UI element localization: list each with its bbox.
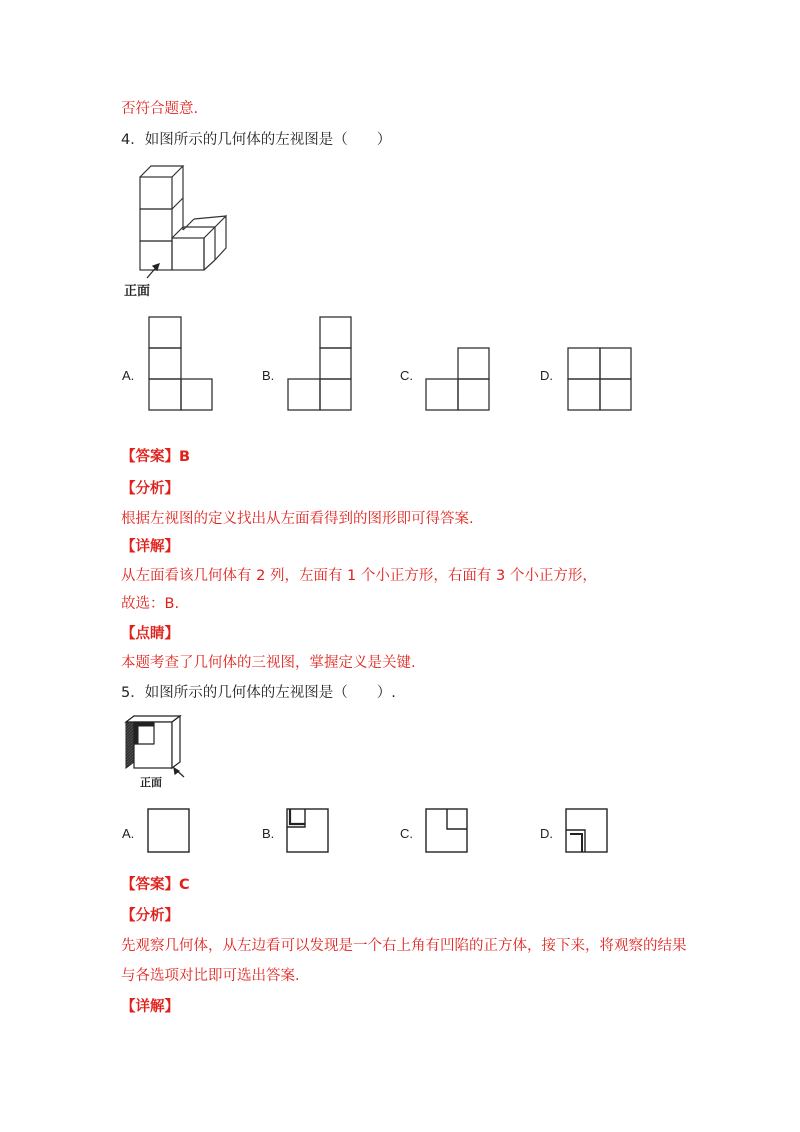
q4-option-b-figure — [287, 316, 353, 412]
q4-comment-heading: 【点睛】 — [121, 626, 179, 642]
q4-option-a-label: A. — [122, 368, 135, 383]
q5-answer-line: 【答案】C — [121, 877, 190, 893]
q5-analysis-text-2: 与各选项对比即可选出答案. — [121, 968, 300, 984]
q4-figure-caption: 正面 — [124, 284, 151, 299]
q4-option-a-figure — [148, 316, 214, 412]
question-4-text: 4．如图所示的几何体的左视图是（ ） — [121, 132, 392, 148]
q4-solid-figure — [135, 160, 235, 300]
intro-tail-text: 否符合题意. — [121, 101, 199, 117]
q4-analysis-text: 根据左视图的定义找出从左面看得到的图形即可得答案. — [121, 511, 474, 527]
q4-detail-text-2: 故选：B. — [121, 596, 180, 612]
question-5-text: 5．如图所示的几何体的左视图是（ ）. — [121, 685, 396, 701]
q5-option-b-label: B. — [262, 826, 275, 841]
q4-analysis-heading: 【分析】 — [121, 481, 179, 497]
q5-option-c-label: C. — [400, 826, 413, 841]
q4-detail-heading: 【详解】 — [121, 539, 179, 555]
q5-option-c-figure — [425, 808, 469, 854]
q4-option-d-label: D. — [540, 368, 553, 383]
q5-detail-heading: 【详解】 — [121, 999, 179, 1015]
q5-option-a-label: A. — [122, 826, 135, 841]
q5-option-d-figure — [565, 808, 609, 854]
q5-analysis-heading: 【分析】 — [121, 908, 179, 924]
q4-option-c-figure — [425, 347, 491, 412]
q4-option-b-label: B. — [262, 368, 275, 383]
q5-figure-caption: 正面 — [140, 776, 162, 789]
q4-answer-line: 【答案】B — [121, 449, 191, 465]
q5-solid-figure — [124, 714, 194, 774]
q5-option-d-label: D. — [540, 826, 553, 841]
q4-option-d-figure — [567, 347, 633, 412]
q4-comment-text: 本题考查了几何体的三视图，掌握定义是关键. — [121, 655, 416, 671]
q5-option-b-figure — [286, 808, 330, 854]
q5-option-a-figure — [147, 808, 191, 854]
q5-analysis-text-1: 先观察几何体，从左边看可以发现是一个右上角有凹陷的正方体，接下来，将观察的结果 — [121, 938, 687, 954]
q4-detail-text-1: 从左面看该几何体有 2 列，左面有 1 个小正方形，右面有 3 个小正方形， — [121, 568, 597, 584]
q4-option-c-label: C. — [400, 368, 413, 383]
